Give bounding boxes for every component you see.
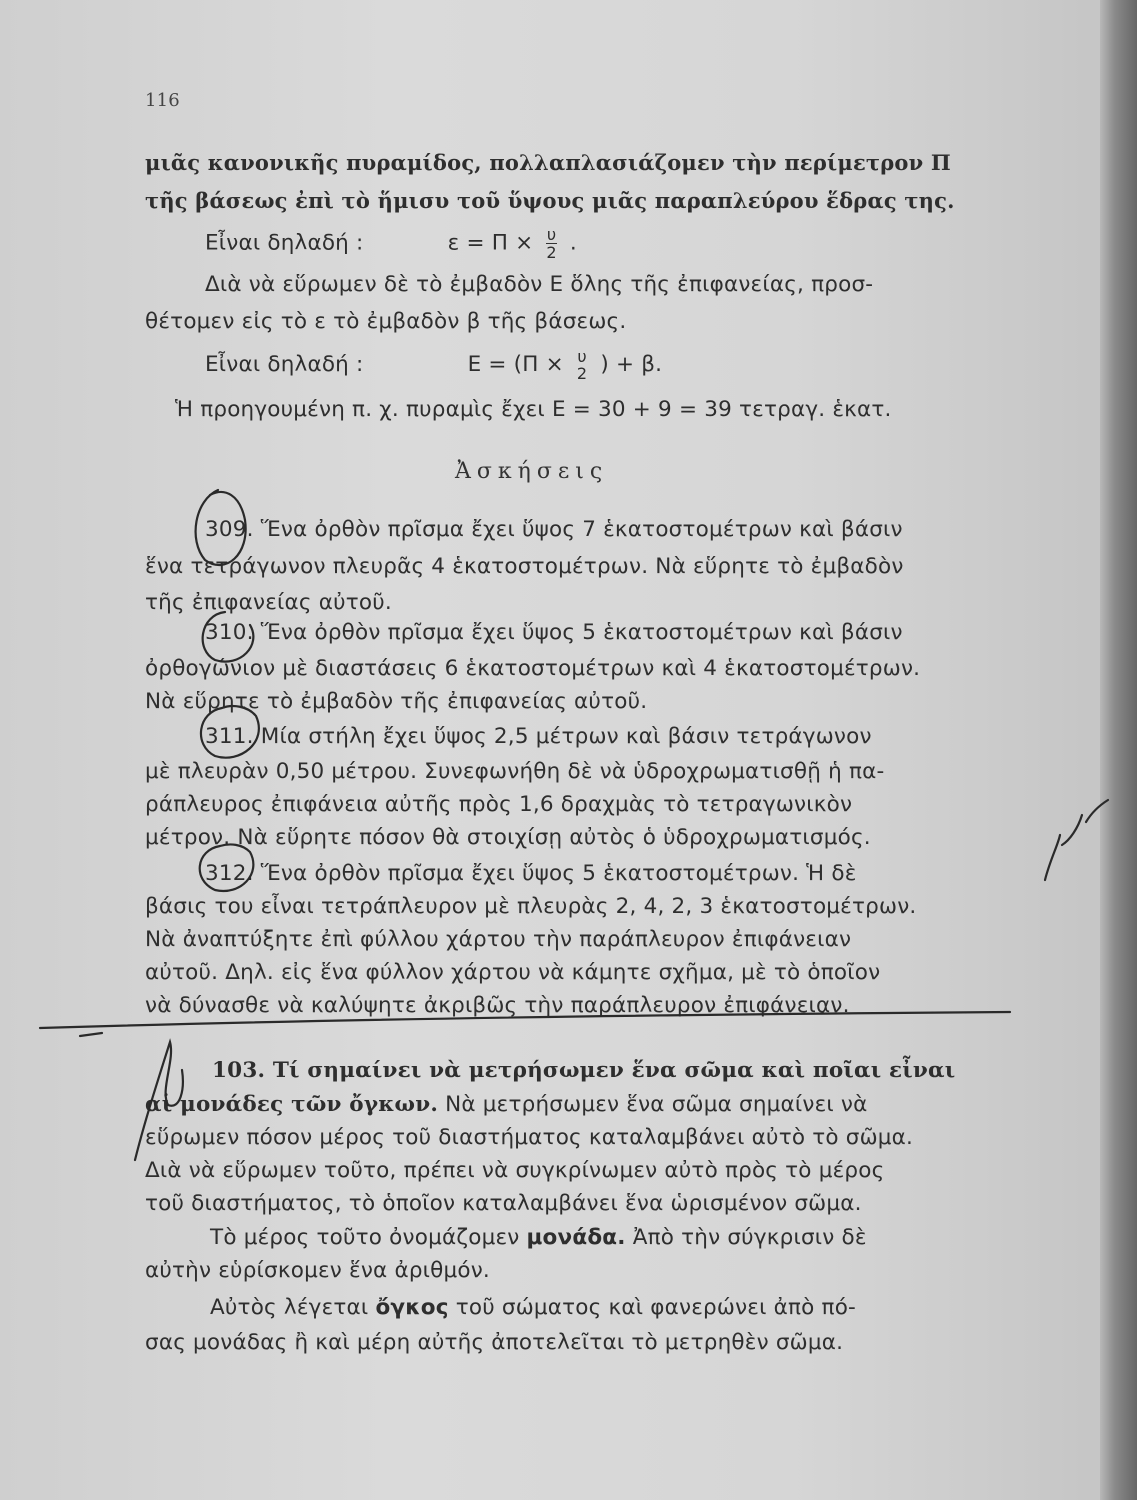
page-number: 116: [145, 90, 180, 111]
formula-2: [205, 348, 662, 382]
section-103-title-cont: αἱ μονάδες τῶν ὄγκων.: [145, 1092, 439, 1117]
formula-1-lhs: ε = Π ×: [447, 230, 534, 256]
formula-2-tail: ) + β.: [600, 352, 663, 377]
exercise-311-line-3: ράπλευρος ἐπιφάνεια αὐτῆς πρὸς 1,6 δραχμὰς τὸ τετραγωνικὸν: [145, 792, 853, 817]
para-monada-line-1: [210, 1225, 867, 1250]
intro-line-1: μιᾶς κανονικῆς πυραμίδος, πολλαπλασιάζομεν τὴν περίμετρον Π: [145, 150, 951, 175]
section-103-title: 103. Τί σημαίνει νὰ μετρήσωμεν ἕνα σῶμα καὶ ποῖαι εἶναι: [212, 1058, 956, 1083]
para-ogkos-line-2: σας μονάδας ἢ καὶ μέρη αὐτῆς ἀποτελεῖται τὸ μετρηθὲν σῶμα.: [145, 1330, 844, 1355]
exercise-312-line-4: αὐτοῦ. Δηλ. εἰς ἕνα φύλλον χάρτου νὰ κάμητε σχῆμα, μὲ τὸ ὁποῖον: [145, 960, 881, 985]
example-line: Ἡ προηγουμένη π. χ. πυραμὶς ἔχει Ε = 30 + 9 = 39 τετραγ. ἑκατ.: [175, 397, 892, 422]
formula-1-denominator: 2: [546, 243, 557, 262]
para-monada-pre: Τὸ μέρος τοῦτο ὀνομάζομεν: [210, 1225, 520, 1250]
para2-line-1: Διὰ νὰ εὕρωμεν δὲ τὸ ἐμβαδὸν Ε ὅλης τῆς ἐπιφανείας, προσ-: [205, 272, 874, 297]
intro-line-2: τῆς βάσεως ἐπὶ τὸ ἥμισυ τοῦ ὕψους μιᾶς παραπλεύρου ἕδρας της.: [145, 188, 955, 213]
formula-2-numerator: υ: [577, 347, 587, 366]
exercise-312-line-3: Νὰ ἀναπτύξητε ἐπὶ φύλλου χάρτου τὴν παράπλευρον ἐπιφάνειαν: [145, 927, 852, 952]
para-ogkos-bold-term: ὄγκος: [375, 1295, 449, 1320]
exercise-312-line-2: βάσις του εἶναι τετράπλευρον μὲ πλευρὰς 2, 4, 2, 3 ἑκατοστομέτρων.: [145, 894, 917, 919]
formula-1-label: Εἶναι δηλαδή :: [205, 230, 364, 256]
formula-2-label: Εἶναι δηλαδή :: [205, 352, 364, 377]
page-gutter-shadow: [1100, 0, 1137, 1500]
section-103-line-2: [145, 1092, 868, 1117]
exercise-312-line-1: 312. Ἕνα ὀρθὸν πρῖσμα ἔχει ὕψος 5 ἑκατοστομέτρων. Ἡ δὲ: [205, 861, 857, 886]
exercise-312-line-5: νὰ δύνασθε νὰ καλύψητε ἀκριβῶς τὴν παράπλευρον ἐπιφάνειαν.: [145, 993, 850, 1018]
para-monada-bold-term: μονάδα.: [526, 1225, 626, 1250]
formula-1-tail: .: [569, 230, 577, 256]
exercise-311-line-1: 311. Μία στήλη ἔχει ὕψος 2,5 μέτρων καὶ βάσιν τετράγωνον: [205, 724, 872, 749]
section-103-line-2-rest: Νὰ μετρήσωμεν ἕνα σῶμα σημαίνει νὰ: [445, 1092, 868, 1117]
exercises-heading: Ἀσκήσεις: [455, 459, 609, 484]
para2-line-2: θέτομεν εἰς τὸ ε τὸ ἐμβαδὸν β τῆς βάσεως.: [145, 309, 627, 334]
exercise-310-line-2: ὀρθογώνιον μὲ διαστάσεις 6 ἑκατοστομέτρων καὶ 4 ἑκατοστομέτρων.: [145, 656, 921, 681]
exercise-310-line-1: 310. Ἕνα ὀρθὸν πρῖσμα ἔχει ὕψος 5 ἑκατοστομέτρων καὶ βάσιν: [205, 620, 903, 645]
para-monada-post: Ἀπὸ τὴν σύγκρισιν δὲ: [632, 1225, 867, 1250]
exercise-309-line-3: τῆς ἐπιφανείας αὐτοῦ.: [145, 590, 392, 615]
para-ogkos-post: τοῦ σώματος καὶ φανερώνει ἀπὸ πό-: [455, 1295, 857, 1320]
formula-1-numerator: υ: [546, 225, 557, 244]
formula-2-denominator: 2: [576, 364, 588, 383]
exercise-309-line-1: 309. Ἕνα ὀρθὸν πρῖσμα ἔχει ὕψος 7 ἑκατοστομέτρων καὶ βάσιν: [205, 517, 903, 542]
formula-2-fraction: [577, 348, 587, 382]
formula-1-fraction: [546, 226, 556, 261]
formula-2-lhs: Ε = (Π ×: [467, 352, 564, 377]
exercise-310-line-3: Νὰ εὕρητε τὸ ἐμβαδὸν τῆς ἐπιφανείας αὐτοῦ.: [145, 689, 648, 714]
section-103-line-4: Διὰ νὰ εὕρωμεν τοῦτο, πρέπει νὰ συγκρίνωμεν αὐτὸ πρὸς τὸ μέρος: [145, 1158, 885, 1183]
formula-1: [205, 226, 577, 261]
exercise-309-line-2: ἕνα τετράγωνον πλευρᾶς 4 ἑκατοστομέτρων. Νὰ εὕρητε τὸ ἐμβαδὸν: [145, 554, 904, 579]
exercise-311-line-2: μὲ πλευρὰν 0,50 μέτρου. Συνεφωνήθη δὲ νὰ ὑδροχρωματισθῇ ἡ πα-: [145, 759, 885, 784]
para-monada-line-2: αὐτὴν εὑρίσκομεν ἕνα ἀριθμόν.: [145, 1258, 490, 1283]
exercise-311-line-4: μέτρον. Νὰ εὕρητε πόσον θὰ στοιχίσῃ αὐτὸς ὁ ὑδροχρωματισμός.: [145, 825, 871, 850]
section-103-line-3: εὕρωμεν πόσον μέρος τοῦ διαστήματος καταλαμβάνει αὐτὸ τὸ σῶμα.: [145, 1125, 914, 1150]
section-103-line-5: τοῦ διαστήματος, τὸ ὁποῖον καταλαμβάνει ἕνα ὡρισμένον σῶμα.: [145, 1191, 862, 1216]
para-ogkos-line-1: [210, 1295, 856, 1320]
para-ogkos-pre: Αὐτὸς λέγεται: [210, 1295, 369, 1320]
